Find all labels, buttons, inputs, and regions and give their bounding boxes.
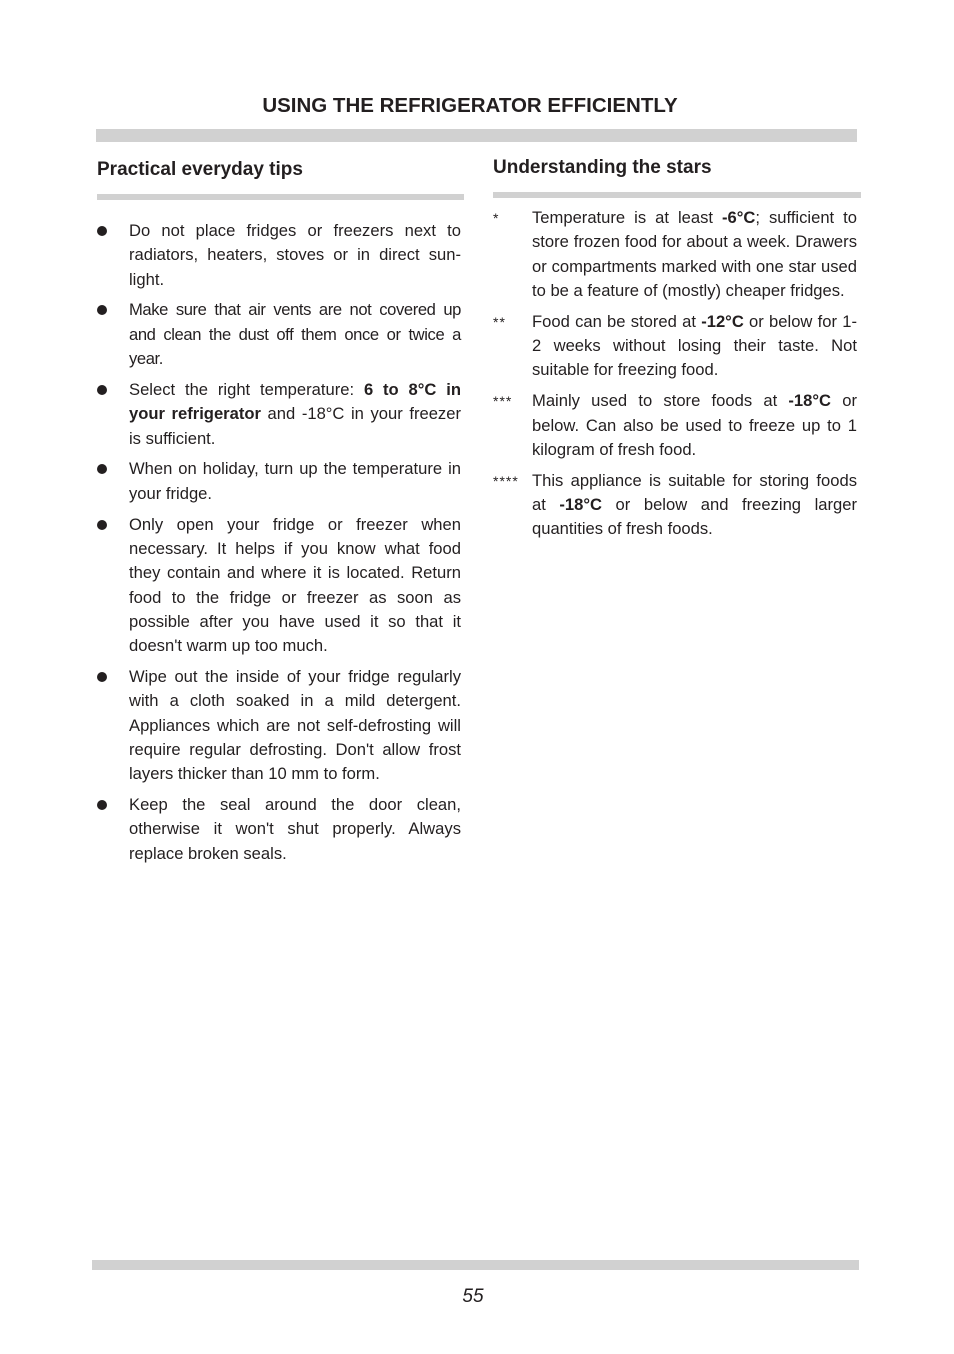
bullet-icon — [97, 385, 107, 395]
list-item: When on holiday, turn up the temperature in your fridge. — [97, 457, 461, 506]
footer-rule — [92, 1260, 859, 1270]
page-number: 55 — [462, 1286, 484, 1307]
list-item: Do not place fridges or freezers next to radiators, heaters, stoves or in direct sun-light. — [97, 219, 461, 292]
list-item: ** Food can be stored at -12°C or below for 1-2 weeks without losing their taste. Not suitable for freezing food. — [493, 311, 858, 380]
list-item: Make sure that air vents are not covered up and clean the dust off them once or twice a year. — [97, 298, 461, 371]
list-item: **** This appliance is suitable for storing foods at -18°C or below and freezing larger quantities of fresh foods. — [493, 470, 857, 539]
stars-heading: Understanding the stars — [493, 157, 712, 178]
stars-list — [493, 206, 857, 542]
star-rating-mark: *** — [493, 393, 513, 410]
header-rule — [96, 129, 857, 142]
bullet-icon — [97, 464, 107, 474]
list-item: Only open your fridge or freezer when necessary. It helps if you know what food they contain and where it is located. Return food to the fridge or freezer as soon as possible after you have used it so that it doesn't warm up too much. — [97, 513, 461, 659]
stars-column — [493, 156, 857, 548]
practical-tips-rule — [97, 194, 464, 200]
bullet-icon — [97, 226, 107, 236]
practical-tips-heading: Practical everyday tips — [97, 159, 303, 180]
list-item: Keep the seal around the door clean, otherwise it won't shut properly. Always replace broken seals. — [97, 793, 461, 866]
star-rating-mark: * — [493, 210, 500, 226]
star-rating-mark: ** — [493, 313, 506, 330]
practical-tips-column — [97, 158, 461, 873]
list-item: Wipe out the inside of your fridge regularly with a cloth soaked in a mild detergent. Appliances which are not self-defrosting will require regular defrosting. Don't allow frost layers thicker than 10 mm to form. — [97, 665, 461, 786]
list-item: Select the right temperature: 6 to 8°C in your refrigerator and -18°C in your freezer is sufficient. — [97, 378, 461, 451]
bullet-icon — [97, 305, 107, 315]
tips-list — [97, 219, 461, 866]
stars-rule — [493, 192, 861, 198]
bullet-icon — [97, 672, 107, 682]
page-title: USING THE REFRIGERATOR EFFICIENTLY — [262, 94, 678, 117]
list-item: *** Mainly used to store foods at -18°C or below. Can also be used to freeze up to 1 kilogram of fresh food. — [493, 391, 857, 459]
list-item: * Temperature is at least -6°C; sufficient to store frozen food for about a week. Drawers or compartments marked with one star used to be a feature of (mostly) cheaper fridges. — [493, 208, 857, 300]
star-rating-mark: **** — [493, 472, 519, 489]
bullet-icon — [97, 520, 107, 530]
bullet-icon — [97, 800, 107, 810]
